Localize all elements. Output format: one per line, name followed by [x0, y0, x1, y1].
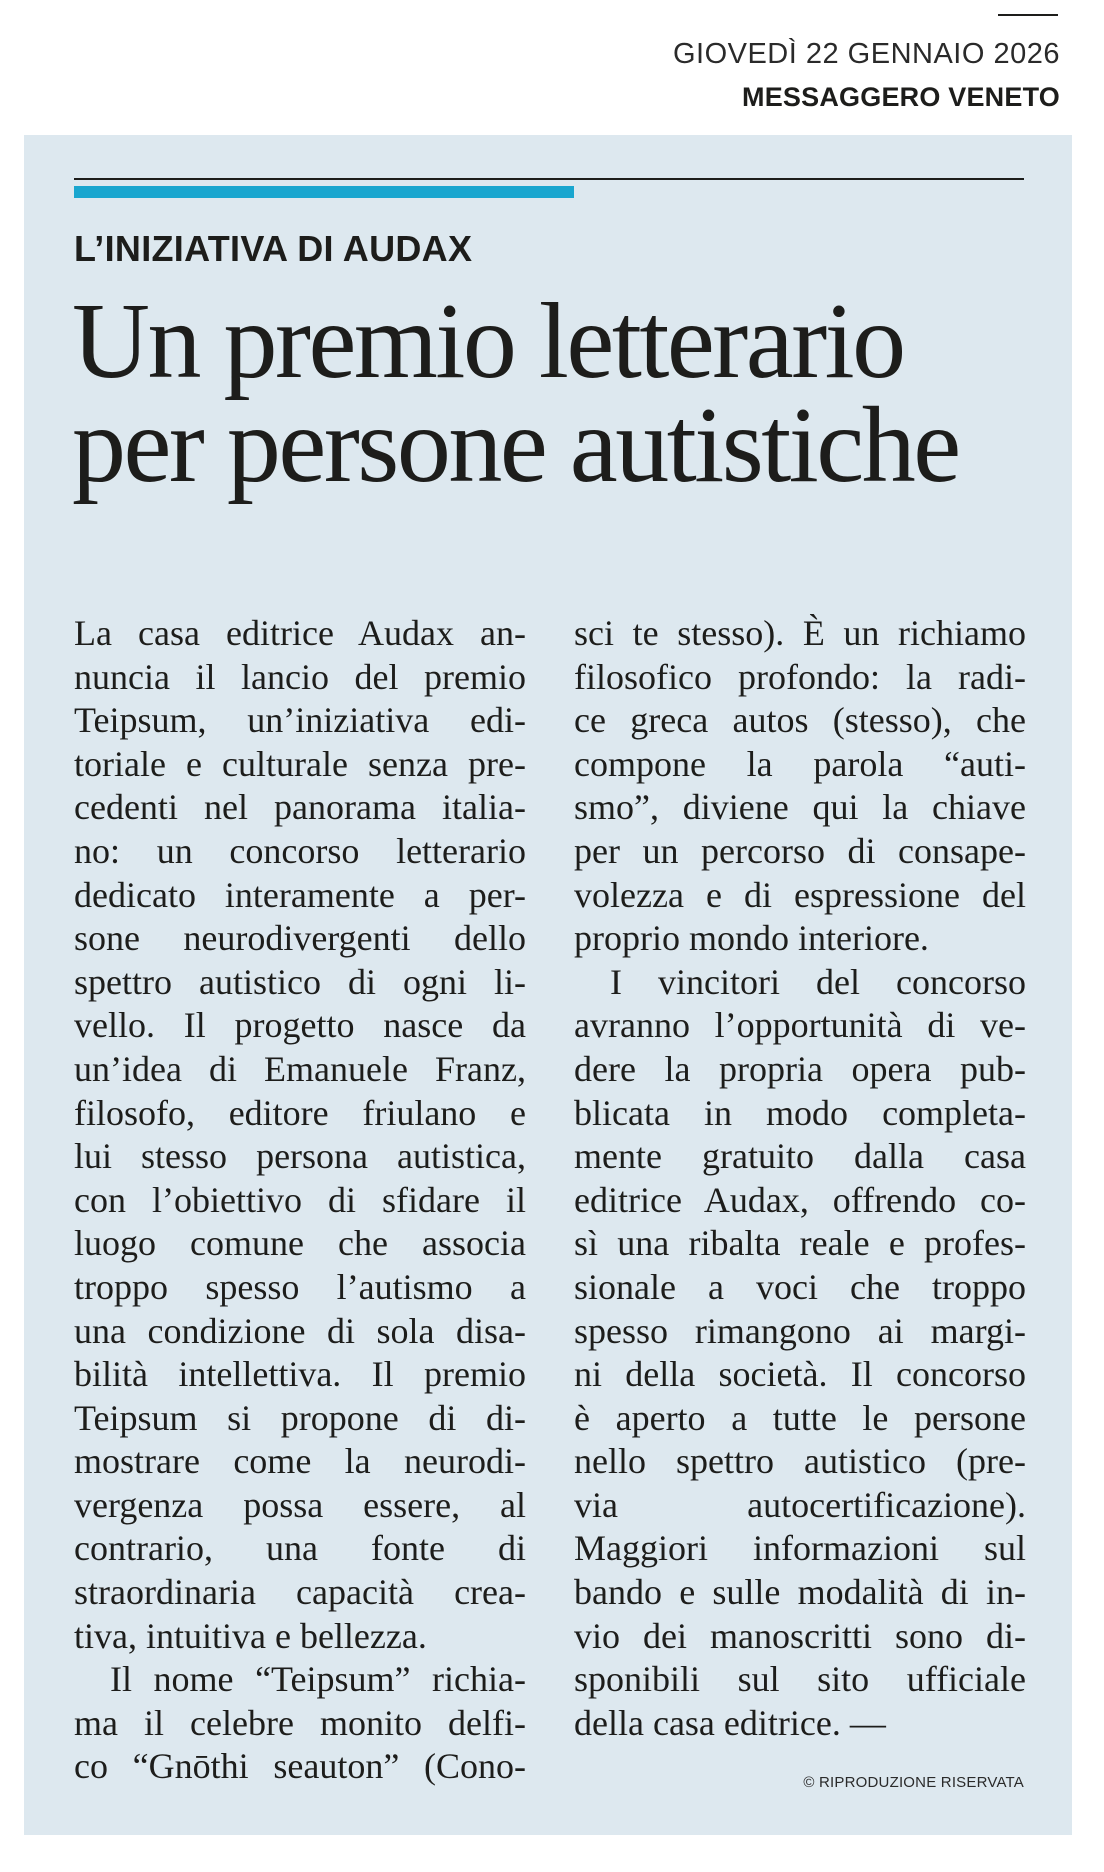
text-line: mente gratuito dalla casa — [574, 1136, 1026, 1177]
text-line: dedicato interamente a per- — [74, 874, 526, 915]
text-line: toriale e culturale senza pre- — [74, 743, 526, 784]
headline-line: Un premio letterario — [72, 282, 904, 401]
text-line: ni della società. Il concorso — [574, 1354, 1026, 1395]
text-line: no: un concorso letterario — [74, 830, 526, 871]
text-line: mostrare come la neurodi- — [74, 1441, 526, 1482]
text-line: Il nome “Teipsum” richia- — [110, 1659, 526, 1700]
text-line: compone la parola “auti- — [574, 743, 1026, 784]
article-column-right — [574, 612, 1026, 1745]
text-line: vello. Il progetto nasce da — [74, 1005, 526, 1046]
text-line: nuncia il lancio del premio — [74, 656, 526, 697]
text-line: ce greca autos (stesso), che — [574, 700, 1026, 741]
text-line: della casa editrice. — — [574, 1702, 886, 1743]
text-line: filosofico profondo: la radi- — [574, 656, 1026, 697]
text-line: tiva, intuitiva e bellezza. — [74, 1615, 427, 1656]
text-line: una condizione di sola disa- — [74, 1310, 526, 1351]
text-line: blicata in modo completa- — [574, 1092, 1026, 1133]
newspaper-name: MESSAGGERO VENETO — [742, 82, 1060, 112]
text-line: Maggiori informazioni sul — [574, 1528, 1026, 1569]
text-line: via autocertificazione). — [574, 1484, 1026, 1525]
text-line: cedenti nel panorama italia- — [74, 787, 526, 828]
text-line: nello spettro autistico (pre- — [574, 1441, 1026, 1482]
text-line: un’idea di Emanuele Franz, — [74, 1048, 526, 1089]
text-line: sponibili sul sito ufficiale — [574, 1659, 1026, 1700]
text-line: spesso rimangono ai margi- — [574, 1310, 1026, 1351]
publication-date: GIOVEDÌ 22 GENNAIO 2026 — [672, 38, 1060, 70]
text-line: co “Gnōthi seauton” (Cono- — [74, 1746, 526, 1787]
text-line: La casa editrice Audax an- — [74, 613, 526, 653]
text-line: bilità intellettiva. Il premio — [74, 1354, 526, 1395]
text-line: avranno l’opportunità di ve- — [574, 1005, 1026, 1046]
text-line: contrario, una fonte di — [74, 1528, 526, 1569]
text-line: troppo spesso l’autismo a — [74, 1266, 526, 1307]
article-column-left — [74, 612, 526, 1789]
text-line: editrice Audax, offrendo co- — [574, 1179, 1026, 1220]
text-line: per un percorso di consape- — [574, 830, 1026, 871]
headline-line: per persone autistiche — [72, 386, 959, 505]
text-line: è aperto a tutte le persone — [574, 1397, 1026, 1438]
article-accent-rule — [74, 186, 574, 198]
header-top-rule — [998, 14, 1058, 16]
article-headline — [72, 282, 1032, 505]
text-line: sone neurodivergenti dello — [74, 918, 526, 959]
text-line: dere la propria opera pub- — [574, 1048, 1026, 1089]
text-line: lui stesso persona autistica, — [74, 1136, 526, 1177]
article-kicker: L’INIZIATIVA DI AUDAX — [74, 228, 473, 269]
text-line: volezza e di espressione del — [574, 874, 1026, 915]
text-line: luogo comune che associa — [74, 1223, 526, 1264]
text-line: bando e sulle modalità di in- — [574, 1572, 1026, 1613]
text-line: proprio mondo interiore. — [574, 918, 929, 959]
text-line: straordinaria capacità crea- — [74, 1572, 526, 1613]
text-line: vio dei manoscritti sono di- — [574, 1615, 1026, 1656]
text-line: Teipsum, un’iniziativa edi- — [74, 700, 526, 741]
text-line: I vincitori del concorso — [610, 961, 1026, 1002]
text-line: ma il celebre monito delfi- — [74, 1702, 526, 1743]
copyright-notice: © RIPRODUZIONE RISERVATA — [803, 1774, 1024, 1791]
text-line: sci te stesso). È un richiamo — [574, 613, 1026, 653]
text-line: filosofo, editore friulano e — [74, 1092, 526, 1133]
text-line: sionale a voci che troppo — [574, 1266, 1026, 1307]
text-line: smo”, diviene qui la chiave — [574, 787, 1026, 828]
text-line: spettro autistico di ogni li- — [74, 961, 526, 1002]
text-line: Teipsum si propone di di- — [74, 1397, 526, 1438]
text-line: con l’obiettivo di sfidare il — [74, 1179, 526, 1220]
text-line: sì una ribalta reale e profes- — [574, 1223, 1026, 1264]
text-line: vergenza possa essere, al — [74, 1484, 526, 1525]
article-top-rule — [74, 178, 1024, 180]
